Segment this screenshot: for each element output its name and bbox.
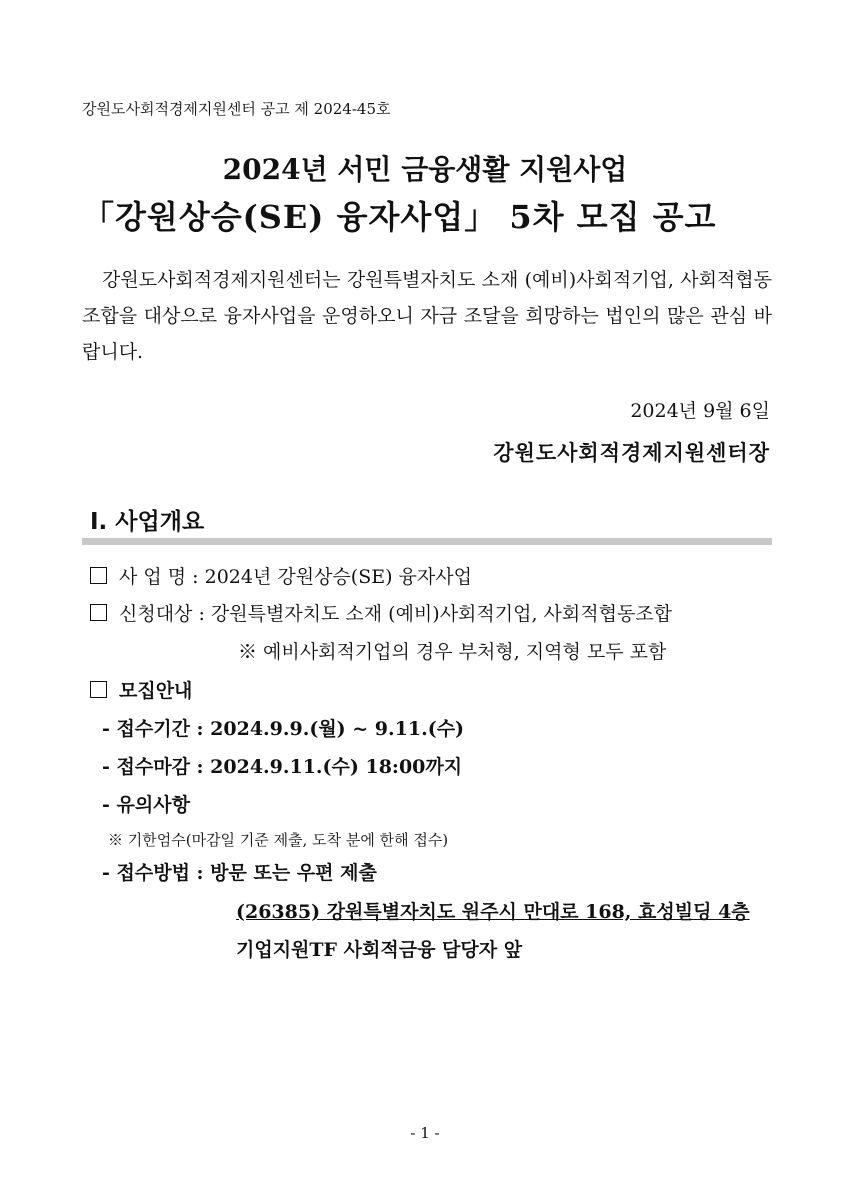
- mailing-address: (26385) 강원특별자치도 원주시 만대로 168, 효성빌딩 4층: [236, 901, 750, 923]
- notice-date: 2024년 9월 6일: [630, 400, 770, 422]
- section-divider: [82, 538, 772, 545]
- checkbox-square-icon: [90, 681, 107, 698]
- recruit-heading-row: [90, 676, 192, 703]
- intro-text: 강원도사회적경제지원센터는 강원특별자치도 소재 (예비)사회적기업, 사회적협동조합을 대상으로 융자사업을 운영하오니 자금 조달을 희망하는 법인의 많은 관심 바랍니다.: [82, 269, 772, 363]
- application-method: - 접수방법 : 방문 또는 우편 제출: [102, 862, 377, 884]
- title-line-2: 「강원상승(SE) 융자사업」 5차 모집 공고: [82, 198, 717, 236]
- caution-heading: - 유의사항: [102, 794, 190, 816]
- target-row: [90, 599, 672, 626]
- issuer-name: 강원도사회적경제지원센터장: [493, 440, 770, 465]
- section-title: Ⅰ. 사업개요: [90, 509, 205, 535]
- project-name-text: 사 업 명 : 2024년 강원상승(SE) 융자사업: [119, 566, 472, 588]
- application-deadline: - 접수마감 : 2024.9.11.(수) 18:00까지: [102, 756, 463, 778]
- caution-note: ※ 기한엄수(마감일 기준 제출, 도착 분에 한해 접수): [108, 831, 449, 849]
- target-note: ※ 예비사회적기업의 경우 부처형, 지역형 모두 포함: [238, 641, 667, 663]
- page-number: - 1 -: [410, 1124, 440, 1142]
- checkbox-square-icon: [90, 604, 107, 621]
- target-text: 신청대상 : 강원특별자치도 소재 (예비)사회적기업, 사회적협동조합: [119, 603, 673, 625]
- checkbox-square-icon: [90, 567, 107, 584]
- recipient: 기업지원TF 사회적금융 담당자 앞: [236, 939, 523, 961]
- application-period: - 접수기간 : 2024.9.9.(월) ~ 9.11.(수): [102, 718, 465, 740]
- intro-paragraph: [82, 262, 772, 370]
- recruit-heading-text: 모집안내: [119, 680, 193, 702]
- notice-number: 강원도사회적경제지원센터 공고 제 2024-45호: [82, 100, 391, 118]
- project-name-row: [90, 562, 472, 589]
- title-line-1: 2024년 서민 금융생활 지원사업: [222, 153, 628, 186]
